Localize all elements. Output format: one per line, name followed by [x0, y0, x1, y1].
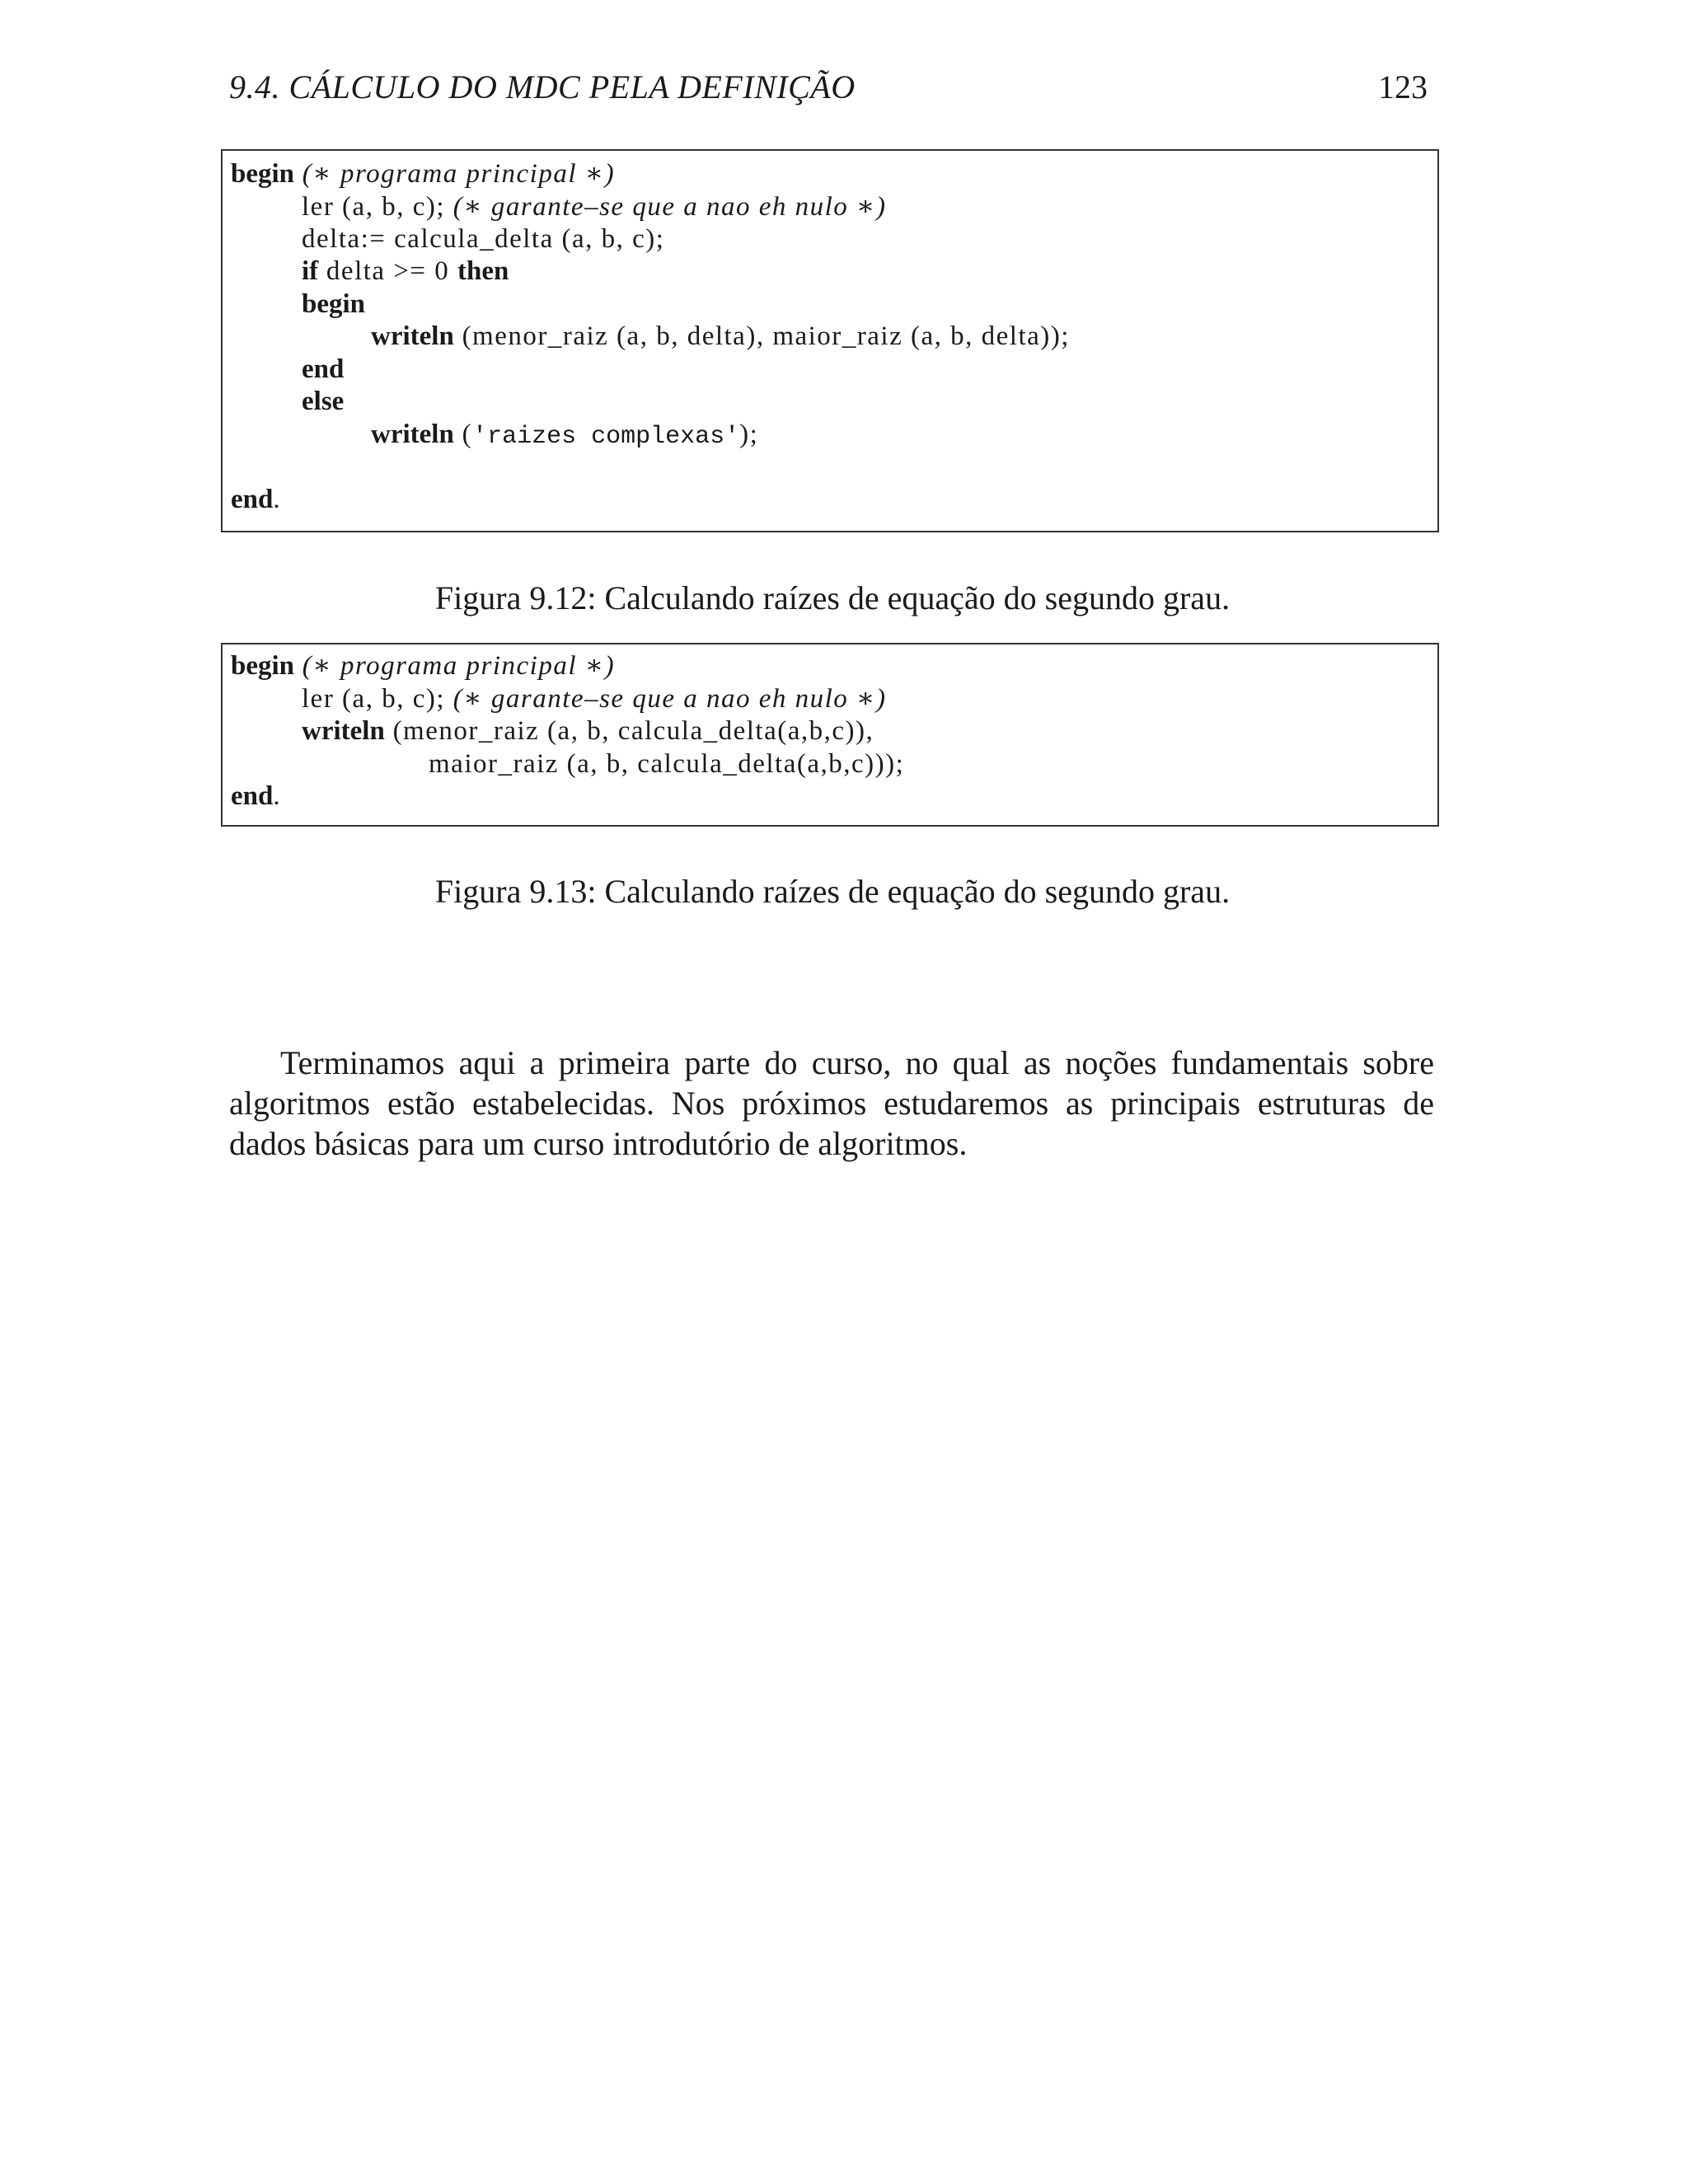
code-line — [223, 483, 282, 516]
body-paragraph: Terminamos aqui a primeira parte do curso, no qual as noções fundamentais sobre algoritmos estão estabelecidas. Nos próximos estudaremos as principais estruturas de dados básicas para um curso introdutório de algoritmos. — [229, 1044, 1434, 1162]
code-keyword: end — [231, 485, 274, 514]
code-text: . — [273, 485, 282, 514]
section-title: 9.4. CÁLCULO DO MDC PELA DEFINIÇÃO — [229, 68, 856, 105]
code-text: (menor_raiz (a, b, calcula_delta(a,b,c)), — [384, 716, 874, 746]
code-line — [223, 320, 1070, 353]
code-line — [223, 288, 366, 321]
code-line-text — [231, 159, 615, 189]
code-string: 'raizes complexas' — [472, 423, 740, 451]
code-line — [223, 157, 616, 190]
running-header — [229, 64, 1428, 110]
code-line-text — [302, 387, 344, 416]
code-line-text — [429, 749, 904, 779]
code-line — [223, 255, 509, 288]
code-line-text — [302, 289, 365, 319]
code-text: ); — [739, 419, 759, 449]
code-line-text — [302, 716, 874, 746]
code-line-text — [231, 485, 281, 514]
code-line — [223, 682, 887, 715]
code-text: maior_raiz (a, b, calcula_delta(a,b,c))); — [429, 749, 905, 779]
code-comment: (∗ garante–se que a nao eh nulo ∗) — [452, 192, 887, 222]
code-line-text — [302, 224, 664, 254]
code-line — [223, 353, 345, 386]
code-line — [223, 190, 887, 223]
code-keyword: end — [231, 781, 274, 811]
code-line-text — [302, 256, 509, 286]
code-keyword: writeln — [371, 321, 454, 351]
figure-caption-9-13: Figura 9.13: Calculando raízes de equação do segundo grau. — [434, 873, 1231, 910]
code-keyword: begin — [231, 651, 295, 681]
code-line — [223, 715, 874, 748]
code-line-text — [231, 781, 281, 811]
code-text: ler (a, b, c); — [302, 684, 453, 714]
code-listing-figure-9-12 — [221, 149, 1439, 532]
code-listing-figure-9-13 — [221, 643, 1439, 827]
code-keyword: if — [302, 256, 319, 286]
code-text: ( — [453, 419, 473, 449]
code-keyword: writeln — [302, 716, 385, 746]
code-text: delta:= calcula_delta (a, b, c); — [302, 224, 665, 254]
figure-caption-9-12: Figura 9.12: Calculando raízes de equação do segundo grau. — [434, 579, 1231, 616]
code-line-text — [302, 354, 344, 384]
code-keyword: begin — [302, 289, 366, 319]
code-comment: (∗ programa principal ∗) — [294, 651, 616, 681]
code-keyword: writeln — [371, 419, 454, 449]
code-text: delta >= 0 — [318, 256, 458, 286]
code-line — [223, 649, 616, 682]
code-text: (menor_raiz (a, b, delta), maior_raiz (a, b, delta)); — [453, 321, 1070, 351]
code-text: . — [273, 781, 282, 811]
code-keyword: begin — [231, 159, 295, 189]
page-number: 123 — [1378, 68, 1428, 105]
code-line — [223, 780, 282, 813]
code-comment: (∗ programa principal ∗) — [294, 159, 616, 189]
code-line — [223, 418, 759, 451]
code-line — [223, 223, 665, 255]
code-keyword: else — [302, 387, 345, 416]
code-line-text — [302, 192, 886, 222]
code-keyword: then — [457, 256, 509, 286]
code-keyword: end — [302, 354, 345, 384]
code-comment: (∗ garante–se que a nao eh nulo ∗) — [452, 684, 887, 714]
code-line — [223, 385, 345, 418]
code-line-text — [302, 684, 886, 714]
code-line — [223, 748, 905, 780]
code-line-text — [371, 419, 758, 449]
code-line-text — [231, 651, 615, 681]
code-line-text — [371, 321, 1070, 351]
code-text: ler (a, b, c); — [302, 192, 453, 222]
